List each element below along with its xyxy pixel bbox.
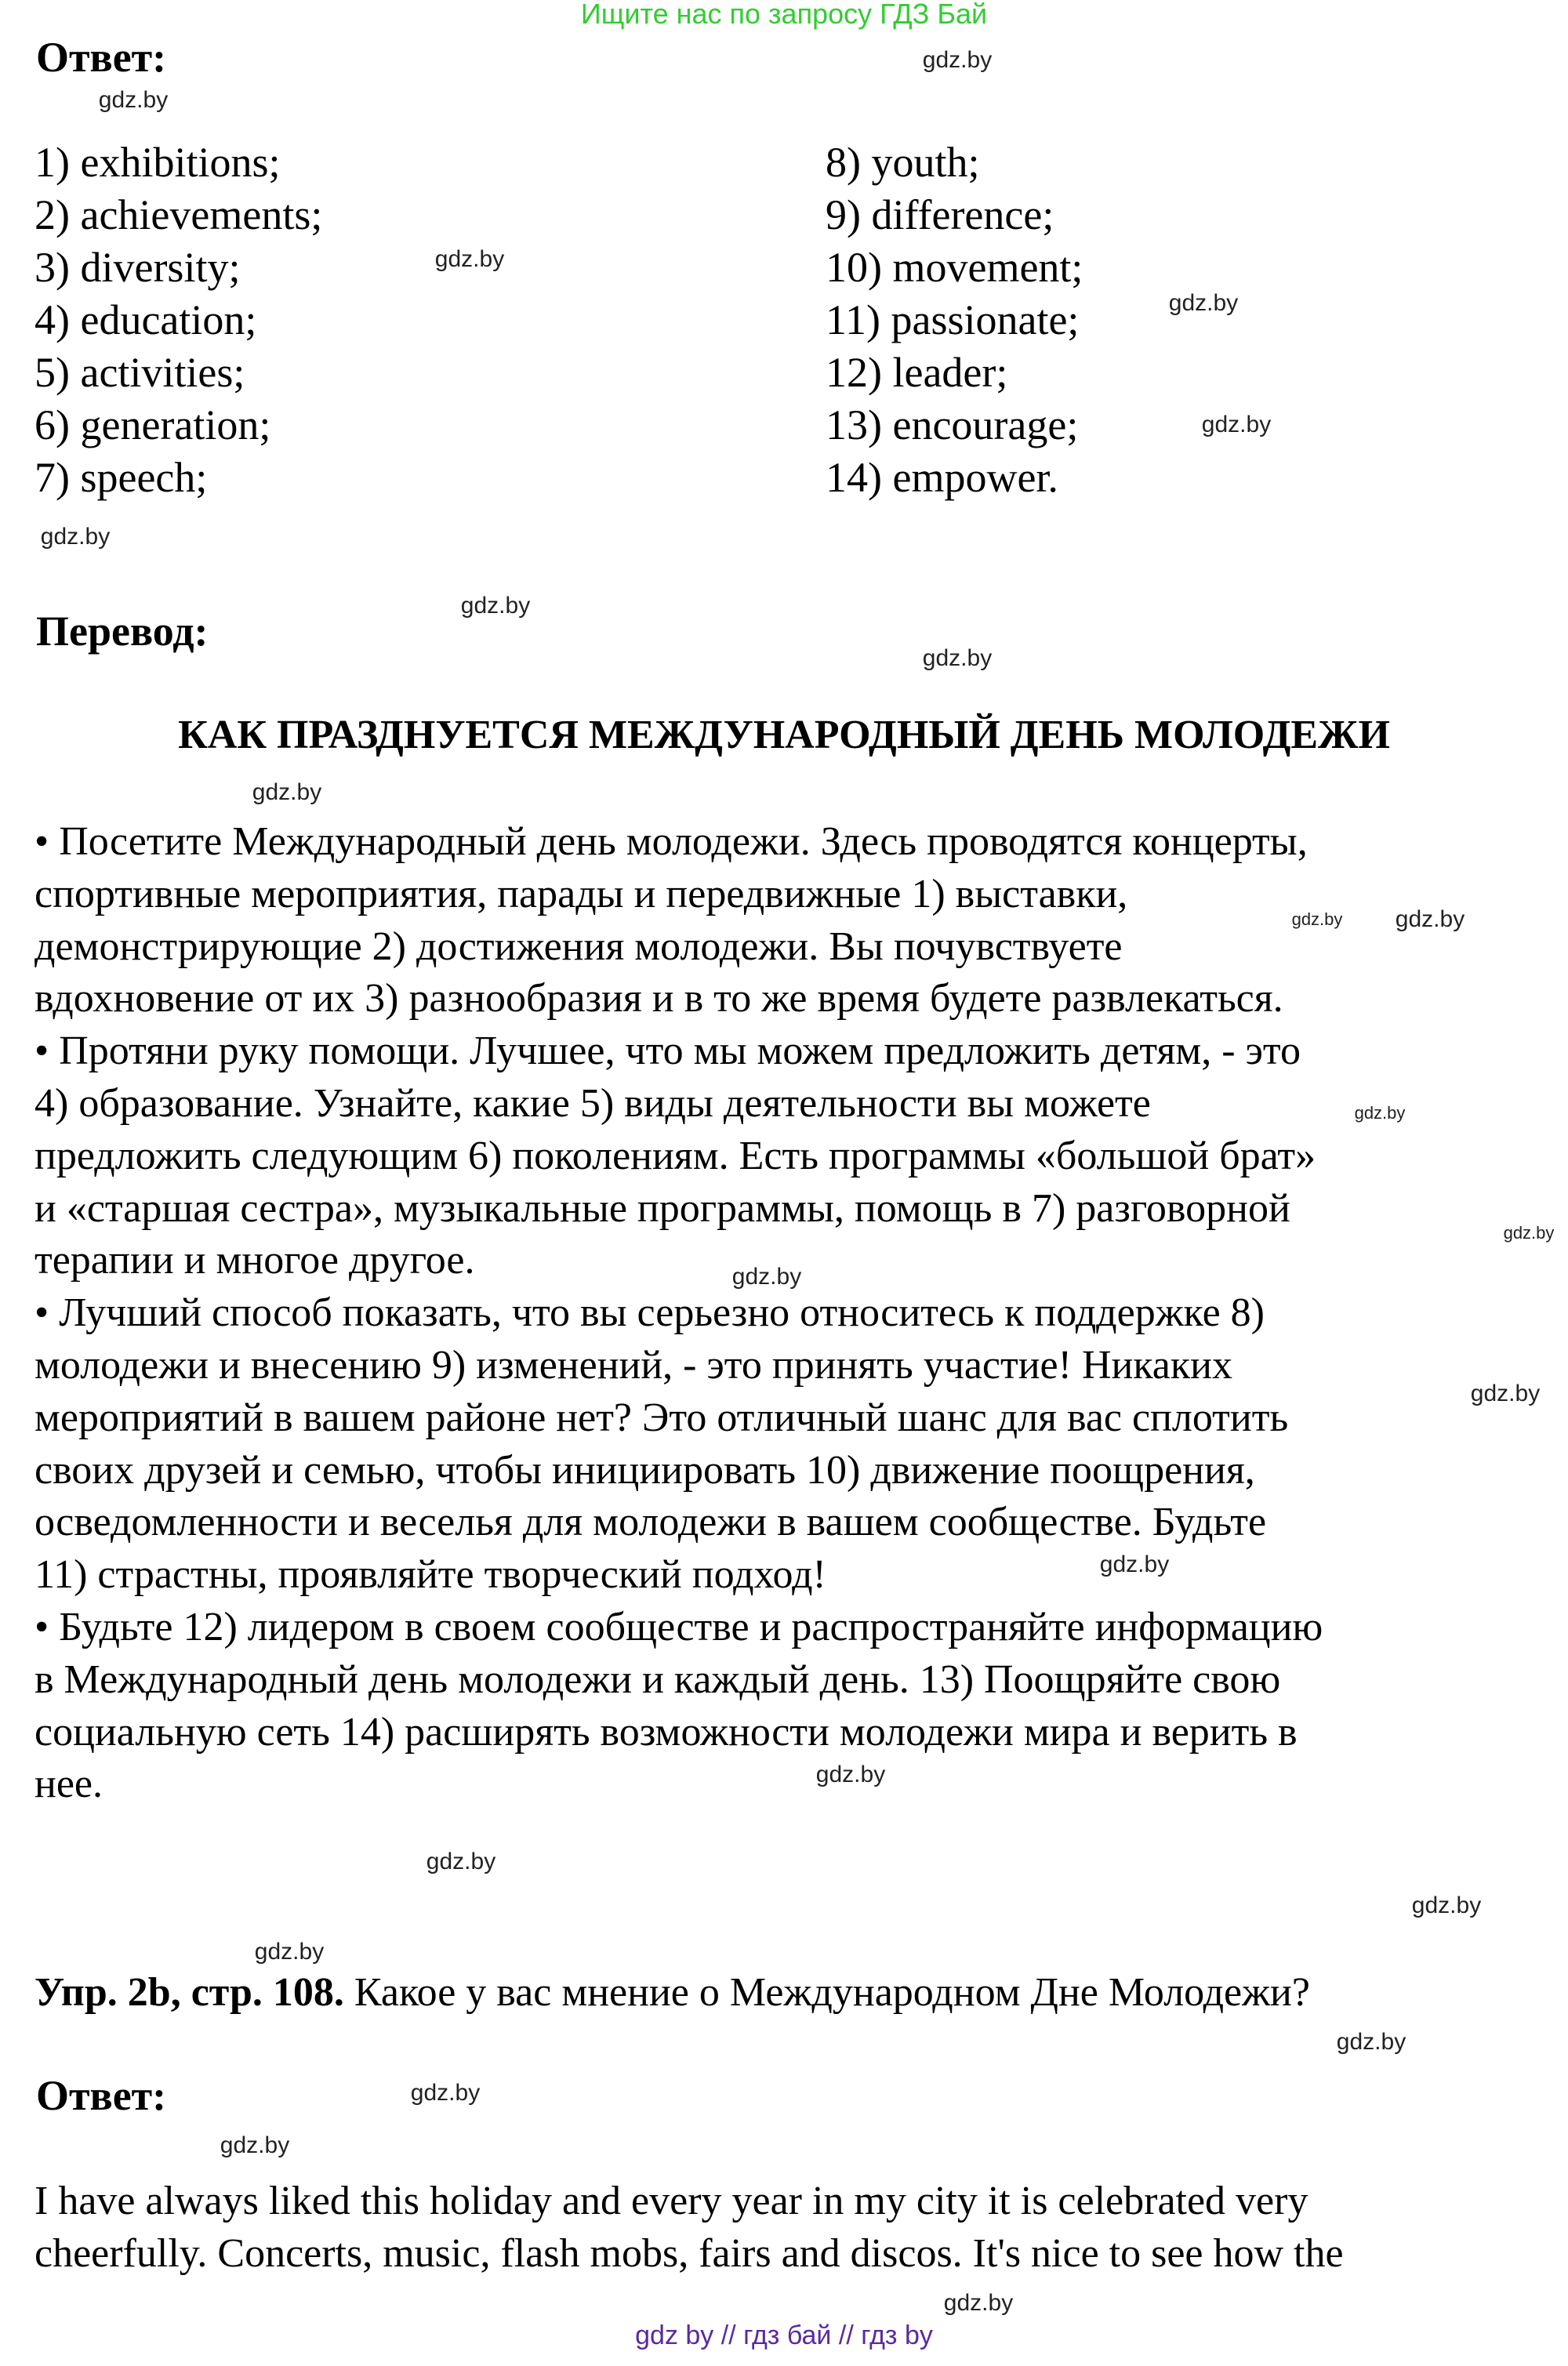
translation-line: осведомленности и веселья для молодежи в вашем сообществе. Будьте [34,1500,1267,1545]
exercise-line [34,1972,1310,2013]
answer2-heading: Ответ: [36,2072,167,2119]
answer-item: 8) youth; [826,139,980,186]
translation-line: • Лучший способ показать, что вы серьезно относитесь к поддержке 8) [34,1290,1265,1336]
watermark-text: gdz.by [220,2132,290,2158]
translation-line: в Международный день молодежи и каждый день. 13) Поощряйте свою [34,1657,1281,1702]
watermark-text: gdz.by [1470,1381,1541,1406]
translation-line: молодежи и внесению 9) изменений, - это принять участие! Никаких [34,1343,1232,1388]
translation-heading: Перевод: [36,608,209,655]
translation-line: предложить следующим 6) поколениям. Есть программы «большой брат» [34,1133,1316,1178]
watermark-text: gdz.by [252,779,322,805]
watermark-text: gdz.by [1411,1892,1482,1918]
answer2-line: I have always liked this holiday and every year in my city it is celebrated very [34,2179,1308,2223]
watermark-text: gdz.by [254,1939,325,1965]
translation-line: социальную сеть 14) расширять возможности молодежи мира и верить в [34,1709,1298,1755]
answer-item: 5) activities; [34,349,245,396]
translation-line: терапии и многое другое. [34,1238,475,1283]
translation-line: и «старшая сестра», музыкальные программы, помощь в 7) разговорной [34,1185,1290,1231]
answer-item: 11) passionate; [826,296,1080,343]
watermark-text: gdz.by [1395,906,1465,932]
translation-line: нее. [34,1762,103,1807]
translation-line: • Посетите Международный день молодежи. Здесь проводятся концерты, [34,819,1308,864]
exercise-label: Упр. 2b, стр. 108. [34,1970,344,2015]
watermark-text: gdz.by [426,1849,496,1874]
answer-item: 10) movement; [826,244,1083,291]
watermark-text: gdz.by [1099,1551,1170,1577]
translation-title: КАК ПРАЗДНУЕТСЯ МЕЖДУНАРОДНЫЙ ДЕНЬ МОЛОДЕЖИ [178,713,1390,757]
translation-line: 11) страстны, проявляйте творческий подход! [34,1552,826,1598]
answer-item: 7) speech; [34,454,208,501]
watermark-text: gdz.by [1503,1223,1555,1243]
watermark-text: gdz.by [922,47,993,73]
answer-item: 13) encourage; [826,401,1079,448]
watermark-text: gdz.by [410,2080,481,2106]
watermark-text: gdz.by [98,87,169,113]
answer-heading: Ответ: [36,34,167,81]
answer-item: 6) generation; [34,401,271,448]
translation-line: демонстрирующие 2) достижения молодежи. Вы почувствуете [34,924,1123,969]
answer2-line: cheerfully. Concerts, music, flash mobs, fairs and discos. It's nice to see how the [34,2231,1344,2276]
watermark-text: gdz.by [460,593,531,619]
answer-item: 4) education; [34,296,257,343]
answer-item: 1) exhibitions; [34,139,281,186]
translation-line: вдохновение от их 3) разнообразия и в то же время будете развлекаться. [34,976,1283,1022]
translation-line: 4) образование. Узнайте, какие 5) виды деятельности вы можете [34,1081,1151,1126]
answer-item: 12) leader; [826,349,1008,396]
translation-line: своих друзей и семью, чтобы инициировать 10) движение поощрения, [34,1447,1255,1493]
footer-links[interactable]: gdz by // гдз бай // гдз by [635,2321,933,2350]
answer-item: 2) achievements; [34,191,323,238]
watermark-text: gdz.by [1168,290,1239,316]
answer-item: 9) difference; [826,191,1054,238]
watermark-text: gdz.by [1201,412,1272,437]
translation-line: мероприятий в вашем районе нет? Это отличный шанс для вас сплотить [34,1395,1289,1440]
watermark-text: gdz.by [40,524,111,550]
watermark-text: gdz.by [922,645,993,671]
watermark-text: gdz.by [731,1264,802,1290]
watermark-text: gdz.by [943,2290,1014,2316]
answer-item: 14) empower. [826,454,1058,501]
watermark-text: gdz.by [815,1762,886,1787]
watermark-text: gdz.by [1291,909,1343,929]
watermark-text: gdz.by [434,246,505,272]
translation-line: • Протяни руку помощи. Лучшее, что мы можем предложить детям, - это [34,1029,1301,1074]
watermark-text: gdz.by [1354,1103,1406,1123]
search-banner: Ищите нас по запросу ГДЗ Бай [580,0,988,30]
watermark-text: gdz.by [1336,2029,1406,2055]
translation-line: • Будьте 12) лидером в своем сообществе и распространяйте информацию [34,1605,1323,1649]
answer-item: 3) diversity; [34,244,241,291]
exercise-question: Какое у вас мнение о Международном Дне Молодежи? [343,1970,1310,2015]
translation-line: спортивные мероприятия, парады и передвижные 1) выставки, [34,871,1128,916]
